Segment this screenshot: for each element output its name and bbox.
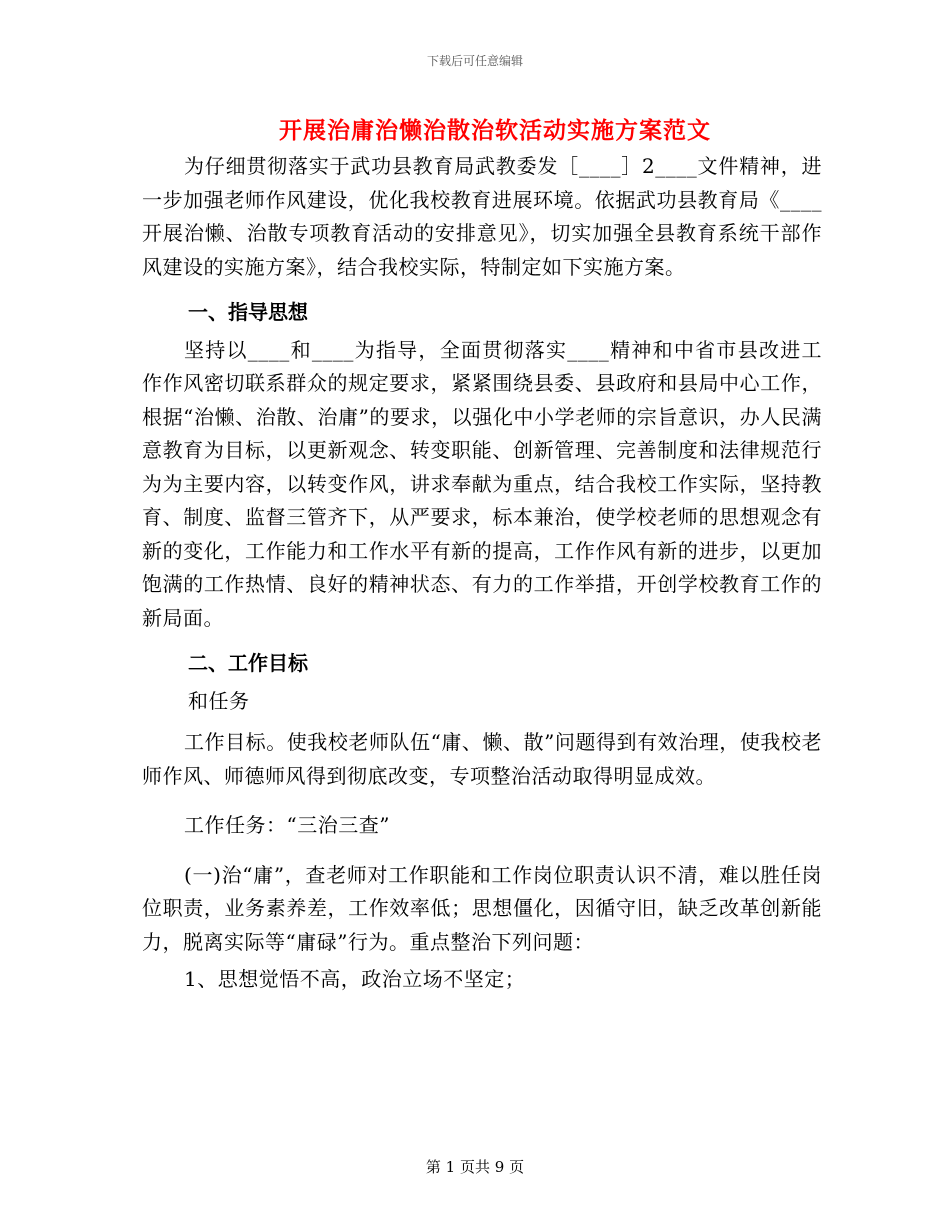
guiding-ideology-paragraph: 坚持以____和____为指导，全面贯彻落实____精神和中省市县改进工作作风密切联系群众的规定要求，紧紧围绕县委、县政府和县局中心工作，根据“治懒、治散、治庸”的要求，以强化中小学老师的宗旨意识，办人民满意教育为目标，以更新观念、转变职能、创新管理、完善制度和法律规范行为为主要内容，以转变作风，讲求奉献为重点，结合我校工作实际，坚持教育、制度、监督三管齐下，从严要求，标本兼治，使学校老师的思想观念有新的变化，工作能力和工作水平有新的提高，工作作风有新的进步，以更加饱满的工作热情、良好的精神状态、有力的工作举措，开创学校教育工作的新局面。 — [142, 337, 822, 630]
task-item-1: (一)治“庸”，查老师对工作职能和工作岗位职责认识不清，难以胜任岗位职责，业务素养差，工作效率低；思想僵化，因循守旧，缺乏改革创新能力，脱离实际等“庸碌”行为。重点整治下列问题： — [142, 862, 822, 954]
section-heading-work-goals: 二、工作目标 — [188, 651, 308, 675]
page-footer: 第 1 页共 9 页 — [425, 1158, 525, 1176]
work-tasks-line: 工作任务：“三治三查” — [184, 813, 390, 837]
intro-paragraph: 为仔细贯彻落实于武功县教育局武教委发［____］2____文件精神，进一步加强老师作风建设，优化我校教育进展环境。依据武功县教育局《____开展治懒、治散专项教育活动的安排意见》，切实加强全县教育系统干部作风建设的实施方案》，结合我校实际，特制定如下实施方案。 — [142, 154, 822, 279]
page-header: 下载后可任意编辑 — [426, 54, 523, 68]
task-point-1: 1、思想觉悟不高，政治立场不坚定； — [184, 967, 526, 991]
document-title: 开展治庸治懒治散治软活动实施方案范文 — [279, 117, 711, 144]
document-body — [142, 150, 822, 997]
section-heading-continuation: 和任务 — [188, 688, 250, 713]
section-heading-guiding-ideology: 一、指导思想 — [188, 300, 308, 324]
work-goals-paragraph: 工作目标。使我校老师队伍“庸、懒、散”问题得到有效治理，使我校老师作风、师德师风得到彻底改变，专项整治活动取得明显成效。 — [142, 730, 822, 788]
